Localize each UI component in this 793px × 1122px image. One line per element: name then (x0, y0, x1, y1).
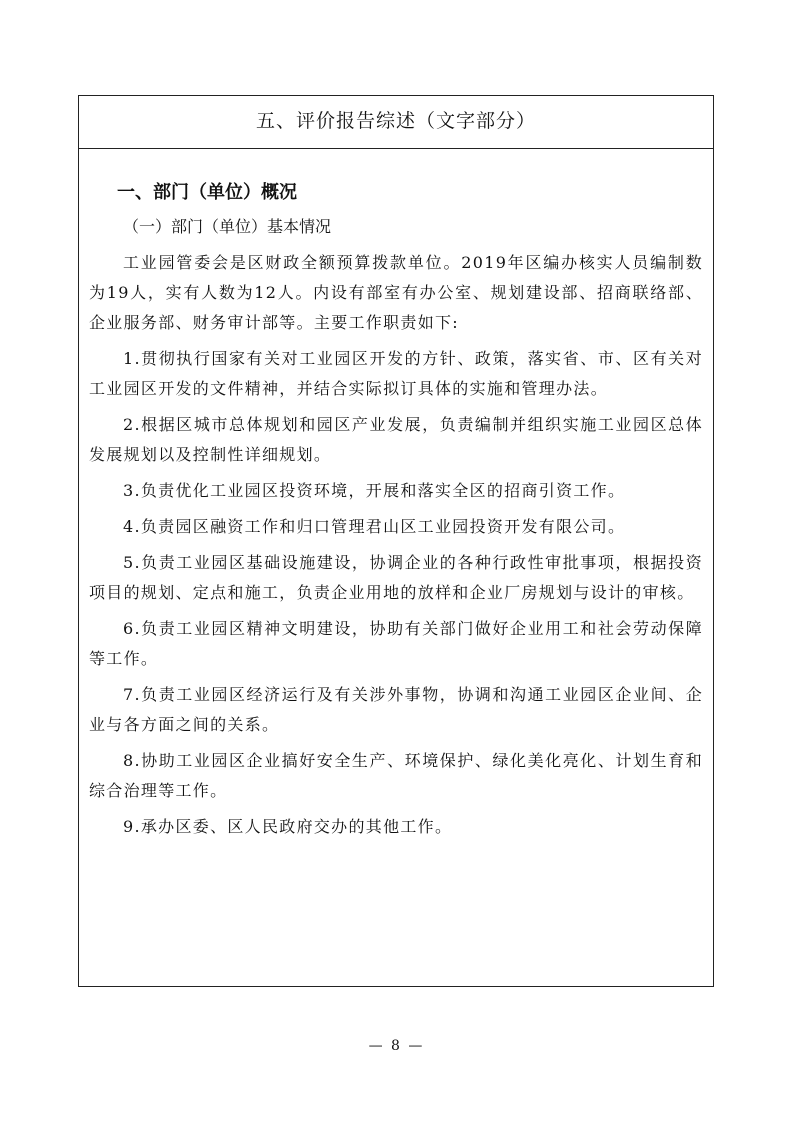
duty-item-2: 2.根据区城市总体规划和园区产业发展，负责编制并组织实施工业园区总体发展规划以及控制性详细规划。 (89, 415, 703, 464)
duty-item-4: 4.负责园区融资工作和归口管理君山区工业园投资开发有限公司。 (123, 517, 626, 536)
duty-item-3: 3.负责优化工业园区投资环境，开展和落实全区的招商引资工作。 (123, 481, 626, 500)
duty-item-9: 9.承办区委、区人民政府交办的其他工作。 (123, 817, 453, 836)
duty-item-1: 1.贯彻执行国家有关对工业园区开发的方针、政策，落实省、市、区有关对工业园区开发的文件精神，并结合实际拟订具体的实施和管理办法。 (89, 349, 703, 398)
page-number: — 8 — (368, 1038, 425, 1054)
section-title: 五、评价报告综述（文字部分） (255, 110, 536, 132)
report-body (89, 176, 703, 842)
duty-item-8: 8.协助工业园区企业搞好安全生产、环境保护、绿化美化亮化、计划生育和综合治理等工作。 (89, 751, 703, 800)
subsection-heading: （一）部门（单位）基本情况 (123, 217, 332, 236)
duty-item-5: 5.负责工业园区基础设施建设，协调企业的各种行政性审批事项，根据投资项目的规划、定点和施工，负责企业用地的放样和企业厂房规划与设计的审核。 (89, 553, 703, 602)
section-heading: 一、部门（单位）概况 (117, 182, 297, 203)
duty-item-6: 6.负责工业园区精神文明建设，协助有关部门做好企业用工和社会劳动保障等工作。 (89, 619, 703, 668)
title-divider (79, 148, 713, 149)
report-frame (78, 95, 714, 987)
intro-paragraph: 工业园管委会是区财政全额预算拨款单位。2019年区编办核实人员编制数为19人，实有人数为12人。内设有部室有办公室、规划建设部、招商联络部、企业服务部、财务审计部等。主要工作职责如下: (89, 253, 703, 332)
duty-item-7: 7.负责工业园区经济运行及有关涉外事物，协调和沟通工业园区企业间、企业与各方面之间的关系。 (89, 685, 703, 734)
